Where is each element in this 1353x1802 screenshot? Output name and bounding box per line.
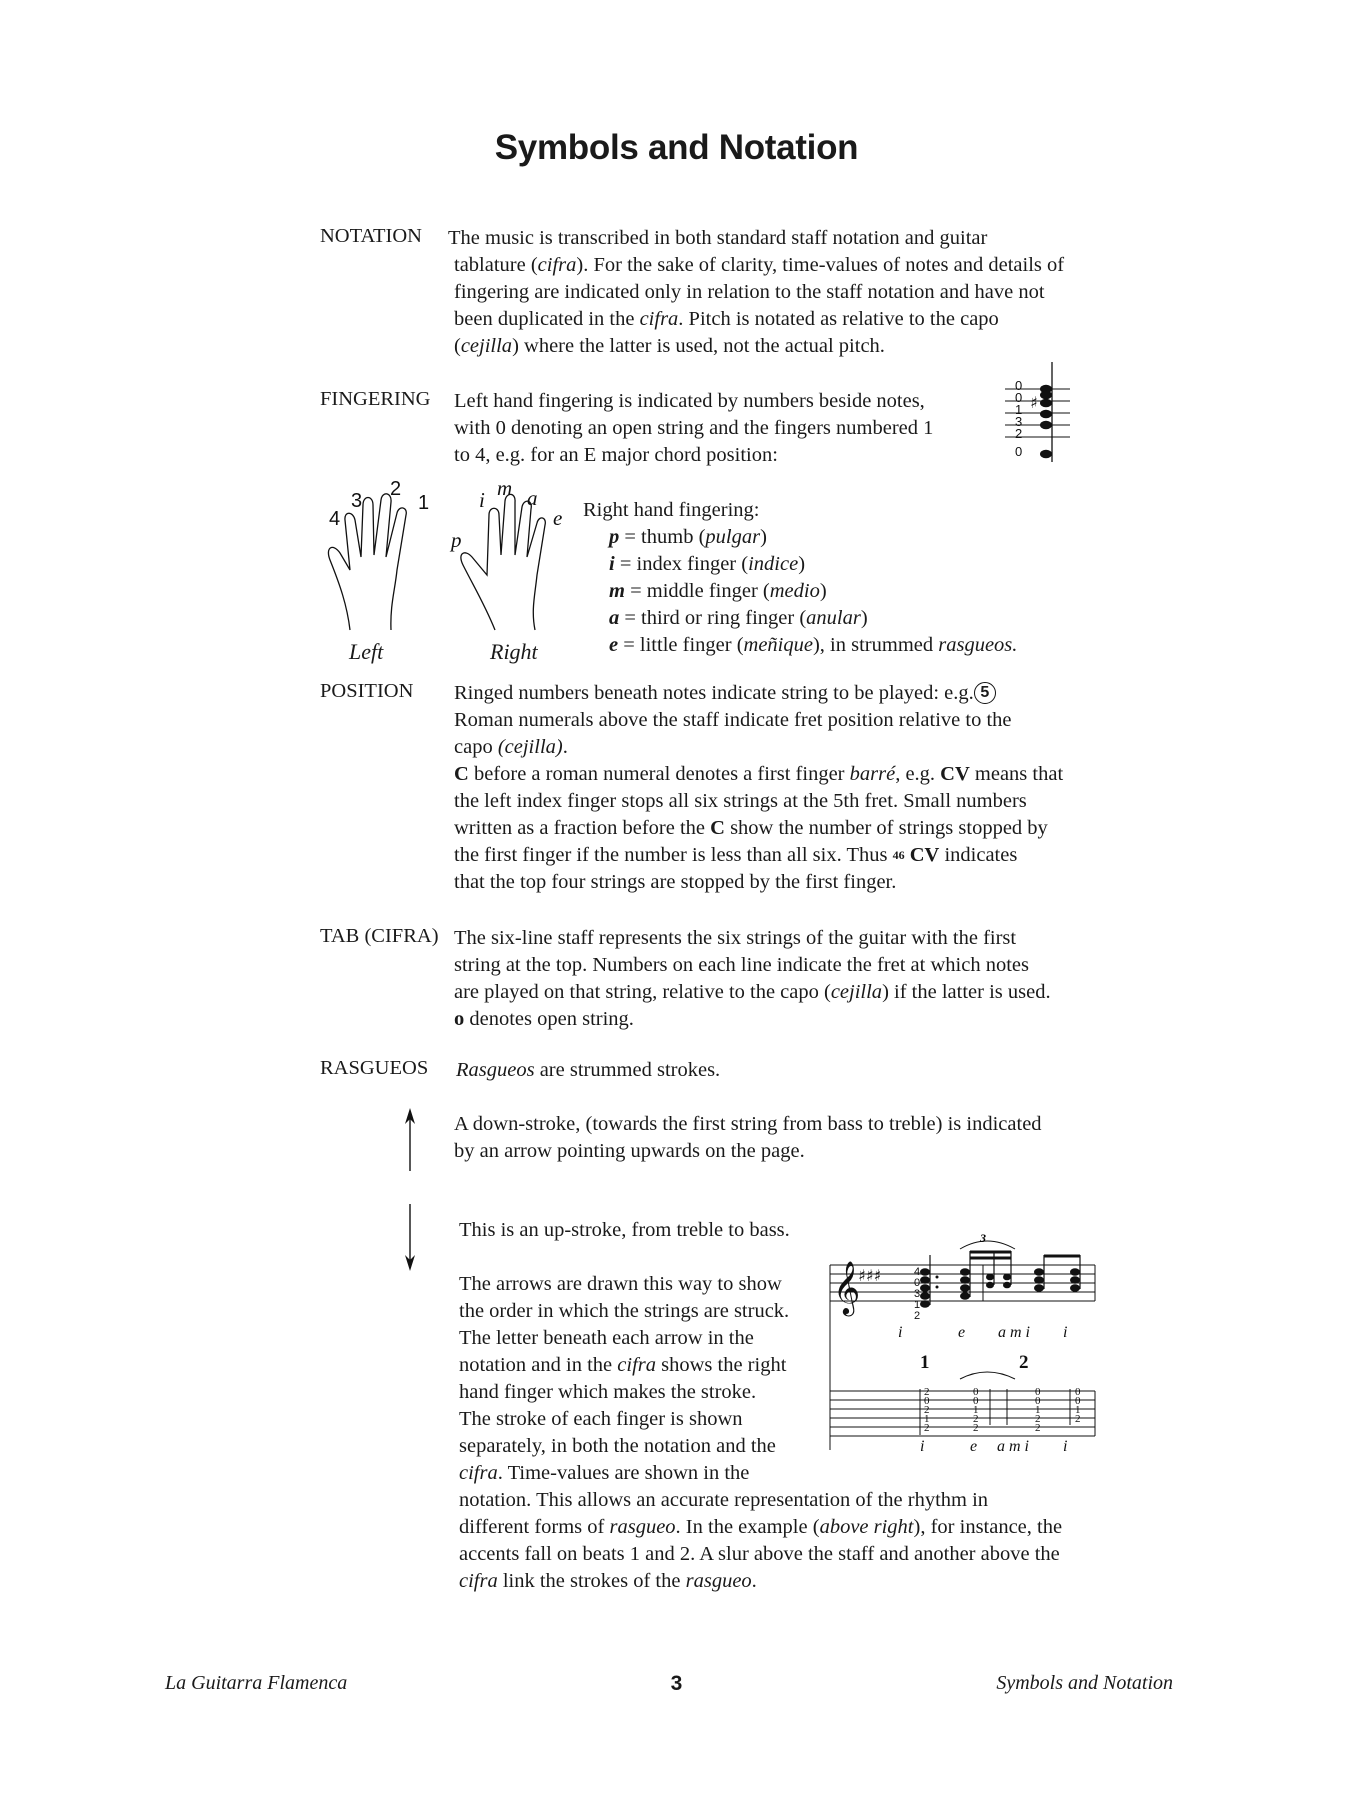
rasgueos-intro: Rasgueos are strummed strokes. — [456, 1059, 721, 1081]
rasgueos-label: RASGUEOS — [320, 1057, 429, 1079]
ringed-number-example: 5 — [974, 682, 996, 704]
chord-digit: 2 — [1015, 426, 1023, 441]
down-stroke-text: A down-stroke, (towards the first string from bass to treble) is indicated by an arrow pointing upwards on the page. — [454, 1113, 1042, 1162]
tab-number: 0 — [924, 1395, 930, 1407]
svg-text:♯♯♯: ♯♯♯ — [858, 1266, 882, 1285]
footer-section-title: Symbols and Notation — [996, 1672, 1173, 1694]
up-stroke-arrow-icon — [400, 1204, 420, 1272]
rh-item: e = little finger (meñique), in strummed rasgueos. — [609, 634, 1018, 656]
staff-finger: 3 — [914, 1288, 921, 1300]
rh-item: p = thumb (pulgar) — [609, 526, 767, 548]
svg-text:♯: ♯ — [1030, 393, 1038, 412]
fingering-body: Left hand fingering is indicated by numbers beside notes, with 0 denoting an open string and the fingers numbered 1 to 4, e.g. for an E major chord position: — [454, 390, 934, 466]
tab-number: 2 — [973, 1413, 979, 1425]
tab-number: 1 — [973, 1404, 979, 1416]
left-hand-caption: Left — [349, 639, 384, 664]
tab-label: TAB (CIFRA) — [320, 925, 439, 947]
staff-finger: 4 — [914, 1266, 921, 1278]
rh-item: i = index finger (indice) — [609, 553, 806, 575]
rasgueo-example-score — [825, 1225, 1110, 1455]
tab-number: 0 — [1075, 1386, 1081, 1398]
beat-number-2: 2 — [1019, 1352, 1029, 1373]
staff-finger: 2 — [914, 1310, 921, 1322]
tab-body: The six-line staff represents the six strings of the guitar with the first string at the top. Numbers on each line indicate the fret at which notes are played on that string, relative to the capo (cejilla) if the latter is used. o denotes open string. — [454, 927, 1051, 1030]
rh-heading: Right hand fingering: — [583, 499, 760, 521]
tab-number: 2 — [1075, 1413, 1081, 1425]
chord-digit: 1 — [1015, 402, 1023, 417]
rasgueo-explanation-col: The arrows are drawn this way to show the order in which the strings are struck. The letter beneath each arrow in the notation and in the cifra shows the right hand finger which makes the stroke. The stroke of each finger is shown separately, in both the notation and the cifra. Time-values are shown in the — [459, 1273, 790, 1484]
right-finger-e: e — [553, 506, 563, 530]
rh-list — [609, 524, 1049, 659]
tab-number: 0 — [973, 1386, 979, 1398]
stroke-finger: a m i — [998, 1324, 1030, 1341]
rh-item: m = middle finger (medio) — [609, 580, 827, 602]
chord-digit: 0 — [1015, 390, 1023, 405]
notation-body: tablature (cifra). For the sake of clarity, time-values of notes and details of fingering are indicated only in relation to the staff notation and have not been duplicated in the cifra. Pitch is notated as relative to the capo (cejilla) where the latter is used, not the actual pitch. — [454, 254, 1065, 357]
tab-number: 2 — [924, 1422, 930, 1434]
position-label: POSITION — [320, 680, 414, 702]
svg-text:𝄞: 𝄞 — [833, 1260, 861, 1314]
down-stroke-arrow-icon — [400, 1108, 420, 1173]
chord-digit: 0 — [1015, 444, 1023, 459]
notation-first-line: The music is transcribed in both standard staff notation and guitar — [448, 227, 988, 249]
right-finger-p: p — [451, 528, 462, 552]
tab-number: 1 — [924, 1413, 930, 1425]
left-hand-diagram — [325, 475, 445, 635]
tab-stroke-finger: e — [970, 1438, 978, 1455]
staff-finger: 1 — [914, 1299, 921, 1311]
chord-digit: 0 — [1015, 378, 1023, 393]
beat-number-1: 1 — [920, 1352, 930, 1373]
stroke-finger: e — [958, 1324, 966, 1341]
position-body: Ringed numbers beneath notes indicate string to be played: e.g. 5 Roman numerals above the staff indicate fret position relative to the capo (cejilla). C before a roman numeral denotes a first finger barré, e.g. CV means that the left index finger stops all six strings at the 5th fret. Small numbers written as a fraction before the C show the number of strings stopped by the first finger if the number is less than all six. Thus 46 CV indicates that the top four strings are stopped by the first finger. — [454, 682, 1064, 893]
tab-number: 2 — [924, 1404, 930, 1416]
footer-book-title: La Guitarra Flamenca — [165, 1672, 348, 1694]
tab-number: 0 — [1075, 1395, 1081, 1407]
tab-number: 2 — [924, 1386, 930, 1398]
right-finger-i: i — [479, 488, 485, 512]
tab-number: 0 — [1035, 1395, 1041, 1407]
left-finger-2: 2 — [390, 478, 402, 500]
chord-digit: 3 — [1015, 414, 1023, 429]
tab-stroke-finger: i — [1063, 1438, 1068, 1455]
tab-stroke-finger: a m i — [997, 1438, 1029, 1455]
page-number: 3 — [670, 1672, 683, 1695]
tab-number: 1 — [1035, 1404, 1041, 1416]
right-finger-a: a — [527, 486, 538, 510]
left-finger-1: 1 — [418, 492, 430, 514]
notation-label: NOTATION — [320, 225, 422, 247]
fingering-label: FINGERING — [320, 388, 431, 410]
tab-number: 1 — [1075, 1404, 1081, 1416]
staff-finger: 0 — [914, 1277, 921, 1289]
stroke-finger: i — [898, 1324, 903, 1341]
tab-number: 0 — [1035, 1386, 1041, 1398]
page-title: Symbols and Notation — [494, 128, 859, 167]
tuplet-number: 3 — [980, 1231, 986, 1245]
tab-stroke-finger: i — [920, 1438, 925, 1455]
tab-number: 2 — [1035, 1422, 1041, 1434]
tab-number: 0 — [973, 1395, 979, 1407]
e-major-chord-figure — [1000, 362, 1080, 467]
left-finger-4: 4 — [329, 508, 341, 530]
tab-number: 2 — [973, 1422, 979, 1434]
right-finger-m: m — [497, 476, 513, 500]
rasgueo-explanation-full: notation. This allows an accurate representation of the rhythm in different forms of rasgueo. In the example (above right), for instance, the accents fall on beats 1 and 2. A slur above the staff and another above the cifra link the strokes of the rasgueo. — [459, 1489, 1063, 1592]
left-finger-3: 3 — [351, 490, 363, 512]
rh-item: a = third or ring finger (anular) — [609, 607, 868, 629]
right-hand-caption: Right — [490, 639, 538, 664]
tab-number: 2 — [1035, 1413, 1041, 1425]
stroke-finger: i — [1063, 1324, 1068, 1341]
up-stroke-text: This is an up-stroke, from treble to bass. — [459, 1219, 790, 1241]
right-hand-diagram — [445, 475, 575, 635]
